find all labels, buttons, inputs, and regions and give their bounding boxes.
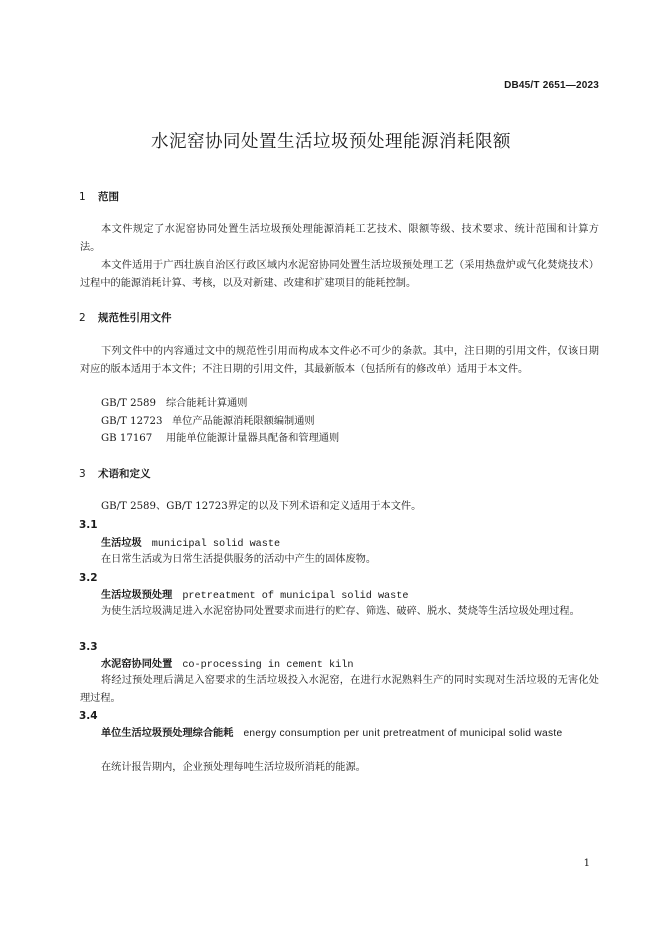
reference-name: 综合能耗计算通则	[166, 398, 248, 409]
term-number: 3.2	[79, 572, 98, 584]
reference-code: GB/T 12723	[101, 416, 163, 427]
document-title: 水泥窑协同处置生活垃圾预处理能源消耗限额	[151, 132, 511, 152]
section-2-heading	[79, 310, 172, 325]
section-3-intro: GB/T 2589、GB/T 12723界定的以及下列术语和定义适用于本文件。	[101, 501, 422, 512]
term-english: energy consumption per unit pretreatment of municipal solid waste	[243, 728, 563, 739]
reference-name: 用能单位能源计量器具配备和管理通则	[166, 433, 340, 444]
section-1-heading	[79, 189, 119, 204]
term-chinese: 单位生活垃圾预处理综合能耗	[101, 728, 234, 739]
section-number: 2	[79, 312, 86, 324]
term-number: 3.1	[79, 519, 98, 531]
section-number: 3	[79, 468, 86, 480]
reference-code: GB 17167	[101, 433, 153, 444]
term-definition: 为使生活垃圾满足进入水泥窑协同处置要求而进行的贮存、筛选、破碎、脱水、焚烧等生活垃圾处理过程。	[101, 606, 580, 617]
section-title: 术语和定义	[98, 468, 151, 480]
term-entry	[101, 725, 599, 743]
section-1-para-2: 本文件适用于广西壮族自治区行政区域内水泥窑协同处置生活垃圾预处理工艺（采用热盘炉或气化焚烧技术）过程中的能源消耗计算、考核，以及对新建、改建和扩建项目的能耗控制。	[80, 260, 599, 289]
section-number: 1	[79, 191, 86, 203]
term-chinese: 生活垃圾预处理	[101, 590, 173, 601]
section-title: 规范性引用文件	[98, 312, 172, 324]
reference-code: GB/T 2589	[101, 398, 157, 409]
term-english: pretreatment of municipal solid waste	[182, 591, 409, 602]
term-number: 3.3	[79, 641, 98, 653]
reference-name: 单位产品能源消耗限额编制通则	[172, 416, 315, 427]
normative-reference	[101, 395, 248, 413]
section-title: 范围	[98, 191, 119, 203]
normative-reference	[101, 430, 339, 448]
standard-code: DB45/T 2651—2023	[504, 80, 599, 91]
section-1-para-1: 本文件规定了水泥窑协同处置生活垃圾预处理能源消耗工艺技术、限额等级、技术要求、统计范围和计算方法。	[80, 224, 599, 253]
section-3-heading	[79, 466, 151, 481]
normative-reference	[101, 413, 315, 431]
term-number: 3.4	[79, 710, 98, 722]
term-english: municipal solid waste	[151, 539, 281, 550]
term-chinese: 水泥窑协同处置	[101, 659, 173, 670]
term-definition: 在统计报告期内，企业预处理每吨生活垃圾所消耗的能源。	[101, 762, 366, 773]
term-definition: 在日常生活或为日常生活提供服务的活动中产生的固体废物。	[101, 554, 377, 565]
section-2-para-1: 下列文件中的内容通过文中的规范性引用而构成本文件必不可少的条款。其中，注日期的引用文件，仅该日期对应的版本适用于本文件；不注日期的引用文件，其最新版本（包括所有的修改单）适用于本文件。	[80, 346, 599, 375]
term-english: co-processing in cement kiln	[182, 660, 354, 671]
term-chinese: 生活垃圾	[101, 538, 142, 549]
term-definition: 将经过预处理后满足入窑要求的生活垃圾投入水泥窑，在进行水泥熟料生产的同时实现对生活垃圾的无害化处理过程。	[80, 675, 599, 704]
page-number: 1	[583, 858, 590, 869]
